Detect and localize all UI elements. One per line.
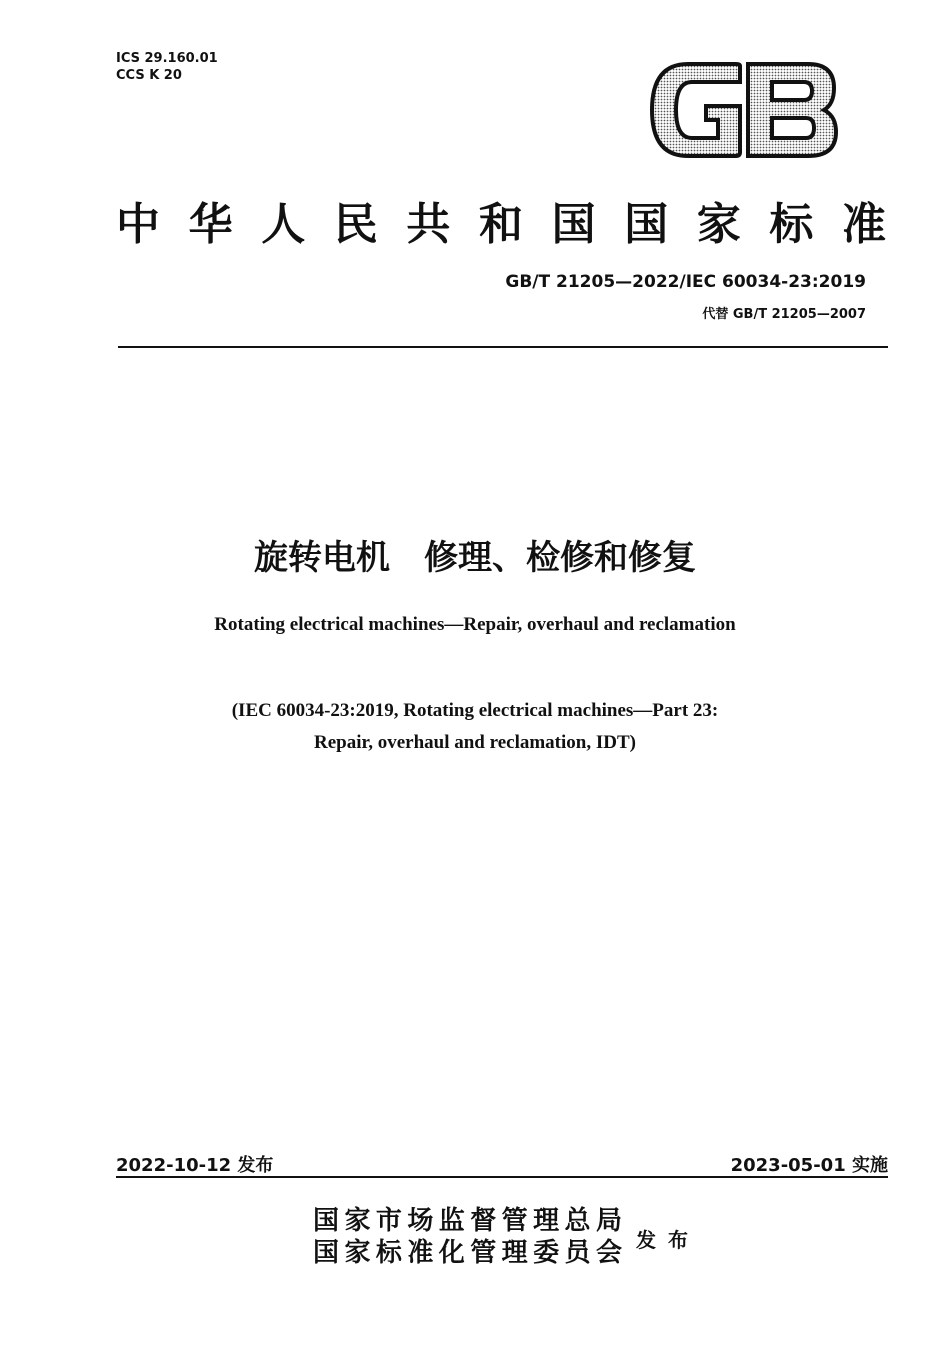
identical-standard-line-2: Repair, overhaul and reclamation, IDT) [314, 732, 636, 753]
publish-label: 发布 [636, 1230, 700, 1252]
gb-logo [648, 62, 838, 158]
implementation-date: 2023-05-01 实施 [730, 1155, 888, 1176]
identical-standard-line-1: (IEC 60034-23:2019, Rotating electrical machines—Part 23: [231, 700, 719, 721]
header-divider [118, 346, 888, 348]
classification-codes [116, 50, 218, 84]
title-english: Rotating electrical machines—Repair, overhaul and reclamation [214, 614, 736, 635]
publisher-line-2: 国家标准化管理委员会 [313, 1238, 623, 1267]
gb-logo-icon [648, 62, 838, 158]
publisher-line-1: 国家市场监督管理总局 [313, 1206, 623, 1235]
issue-date: 2022-10-12 发布 [116, 1155, 274, 1176]
title-chinese: 旋转电机 修理、检修和修复 [254, 538, 696, 578]
footer-divider [116, 1176, 888, 1178]
ics-code: ICS 29.160.01 [116, 51, 218, 66]
replaces-standard: 代替 GB/T 21205—2007 [702, 307, 866, 322]
country-standard-title: 中华人民共和国国家标准 [116, 200, 888, 249]
publisher-block [313, 1205, 623, 1269]
standard-number: GB/T 21205—2022/IEC 60034-23:2019 [505, 272, 866, 292]
ccs-code: CCS K 20 [116, 68, 182, 83]
